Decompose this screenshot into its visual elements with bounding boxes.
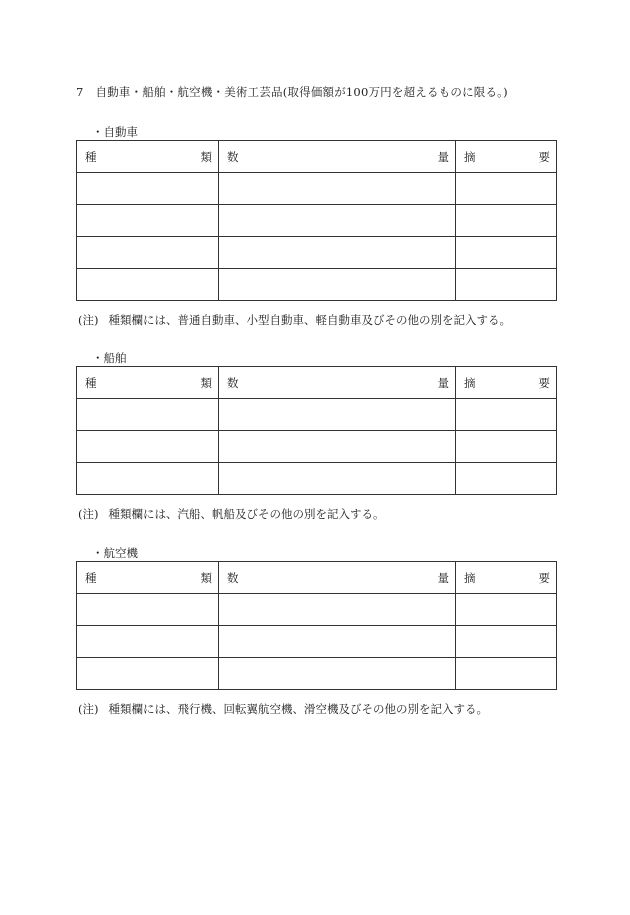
- table-row: [77, 463, 557, 495]
- remarks-cell[interactable]: [456, 173, 557, 205]
- type-cell[interactable]: [77, 399, 219, 431]
- quantity-cell[interactable]: [219, 237, 456, 269]
- aircraft-title: ・航空機: [92, 546, 138, 560]
- quantity-cell[interactable]: [219, 463, 456, 495]
- remarks-cell[interactable]: [456, 269, 557, 301]
- type-cell[interactable]: [77, 173, 219, 205]
- type-cell[interactable]: [77, 463, 219, 495]
- quantity-cell[interactable]: [219, 205, 456, 237]
- header-type: 種 類: [77, 141, 219, 173]
- header-quantity: 数 量: [219, 562, 456, 594]
- table-row: [77, 205, 557, 237]
- type-cell[interactable]: [77, 237, 219, 269]
- quantity-cell[interactable]: [219, 594, 456, 626]
- table-row: [77, 173, 557, 205]
- ship-note: [78, 506, 384, 522]
- table-header-row: [77, 141, 557, 173]
- remarks-cell[interactable]: [456, 463, 557, 495]
- automobile-table: [76, 140, 557, 301]
- type-cell[interactable]: [77, 431, 219, 463]
- aircraft-note: [78, 701, 488, 717]
- quantity-cell[interactable]: [219, 626, 456, 658]
- automobile-note: [78, 312, 511, 328]
- header-remarks: 摘 要: [456, 562, 557, 594]
- note-text: 種類欄には、汽船、帆船及びその他の別を記入する。: [108, 507, 385, 521]
- quantity-cell[interactable]: [219, 431, 456, 463]
- type-cell[interactable]: [77, 594, 219, 626]
- remarks-cell[interactable]: [456, 594, 557, 626]
- note-label: (注): [78, 313, 99, 327]
- table-row: [77, 594, 557, 626]
- type-cell[interactable]: [77, 626, 219, 658]
- type-cell[interactable]: [77, 658, 219, 690]
- automobile-title: ・自動車: [92, 125, 138, 139]
- table-row: [77, 269, 557, 301]
- header-type: 種 類: [77, 367, 219, 399]
- note-label: (注): [78, 702, 99, 716]
- table-row: [77, 431, 557, 463]
- header-type: 種 類: [77, 562, 219, 594]
- table-header-row: [77, 562, 557, 594]
- aircraft-table: [76, 561, 557, 690]
- remarks-cell[interactable]: [456, 237, 557, 269]
- section-number: 7: [76, 85, 84, 99]
- table-row: [77, 237, 557, 269]
- type-cell[interactable]: [77, 205, 219, 237]
- remarks-cell[interactable]: [456, 399, 557, 431]
- note-label: (注): [78, 507, 99, 521]
- header-quantity: 数 量: [219, 141, 456, 173]
- remarks-cell[interactable]: [456, 431, 557, 463]
- header-quantity: 数 量: [219, 367, 456, 399]
- header-remarks: 摘 要: [456, 141, 557, 173]
- header-remarks: 摘 要: [456, 367, 557, 399]
- table-header-row: [77, 367, 557, 399]
- quantity-cell[interactable]: [219, 399, 456, 431]
- table-row: [77, 399, 557, 431]
- quantity-cell[interactable]: [219, 173, 456, 205]
- ship-table: [76, 366, 557, 495]
- type-cell[interactable]: [77, 269, 219, 301]
- remarks-cell[interactable]: [456, 205, 557, 237]
- section-heading-text: 自動車・船舶・航空機・美術工芸品(取得価額が100万円を超えるものに限る。): [95, 85, 508, 99]
- note-text: 種類欄には、飛行機、回転翼航空機、滑空機及びその他の別を記入する。: [108, 702, 488, 716]
- table-row: [77, 626, 557, 658]
- quantity-cell[interactable]: [219, 269, 456, 301]
- ship-title: ・船舶: [92, 351, 127, 365]
- section-heading: [76, 84, 508, 100]
- remarks-cell[interactable]: [456, 658, 557, 690]
- remarks-cell[interactable]: [456, 626, 557, 658]
- table-row: [77, 658, 557, 690]
- note-text: 種類欄には、普通自動車、小型自動車、軽自動車及びその他の別を記入する。: [108, 313, 511, 327]
- quantity-cell[interactable]: [219, 658, 456, 690]
